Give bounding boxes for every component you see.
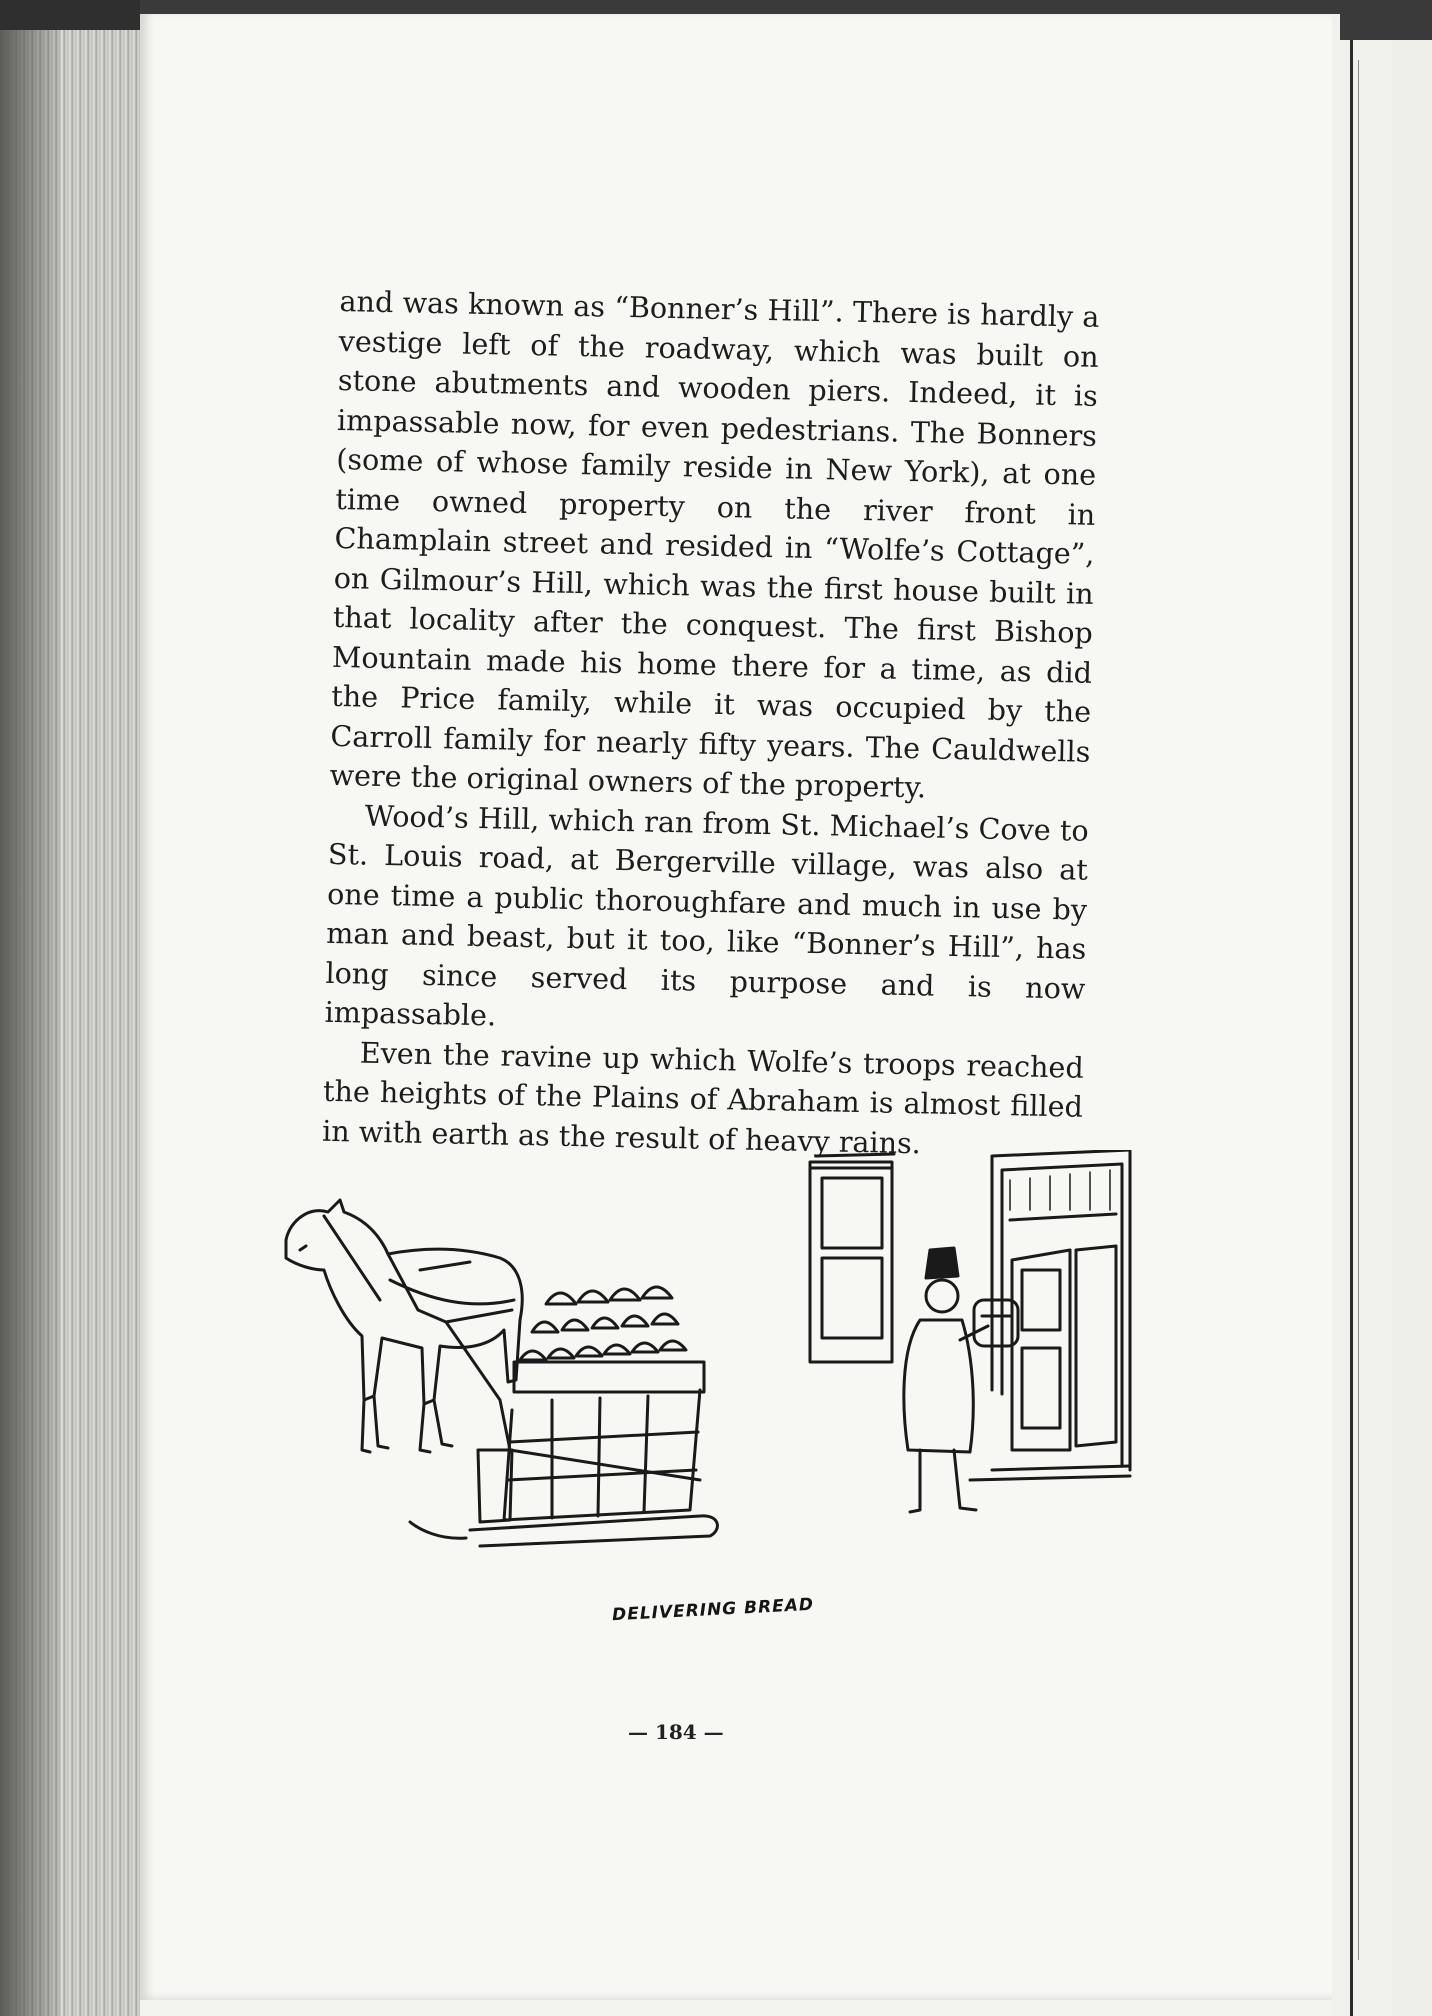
body-text — [322, 282, 1100, 1167]
paragraph-3: Even the ravine up which Wolfe’s troops reached the heights of the Plains of Abraham is almost filled in with earth as the result of heavy rains. — [321, 1035, 1085, 1160]
horse-drawing — [286, 1200, 700, 1480]
bread-loaves — [514, 1287, 704, 1392]
paragraph-2: Wood’s Hill, which ran from St. Michael’s Cove to St. Louis road, at Bergerville village, was also at one time a public thoroughfare and much in use by man and beast, but it too, like “Bonner’s Hill”, has long since served its purpose and is now impassable. — [324, 798, 1090, 1033]
paragraph-1: and was known as “Bonner’s Hill”. There is hardly a vestige left of the roadway, which was built on stone abutments and wooden piers. Indeed, it is impassable now, for even pedestrians. The Bonners (some of whose family reside in New York), at one time owned property on the river front in Champlain street and resided in “Wolfe’s Cottage”, on Gilmour’s Hill, which was the first house built in that locality after the conquest. The first Bishop Mountain made his home there for a time, as did the Price family, while it was occupied by the Carroll family for nearly fifty years. The Cauldwells were the original owners of the property. — [329, 283, 1100, 805]
window-drawing — [810, 1154, 894, 1362]
spine-line — [1350, 30, 1353, 2016]
illustration-caption: DELIVERING BREAD — [611, 1594, 815, 1626]
bread-sled-drawing — [410, 1287, 717, 1546]
facing-page-edge — [1392, 0, 1432, 2016]
page-number: — 184 — — [628, 1720, 724, 1744]
spine-line-inner — [1358, 60, 1359, 1960]
edge-top-shadow — [0, 0, 140, 30]
delivering-bread-illustration — [270, 1150, 1150, 1590]
top-gutter — [0, 0, 1432, 14]
page-edges-shadow — [0, 0, 60, 2016]
right-top-shadow — [1340, 0, 1432, 40]
